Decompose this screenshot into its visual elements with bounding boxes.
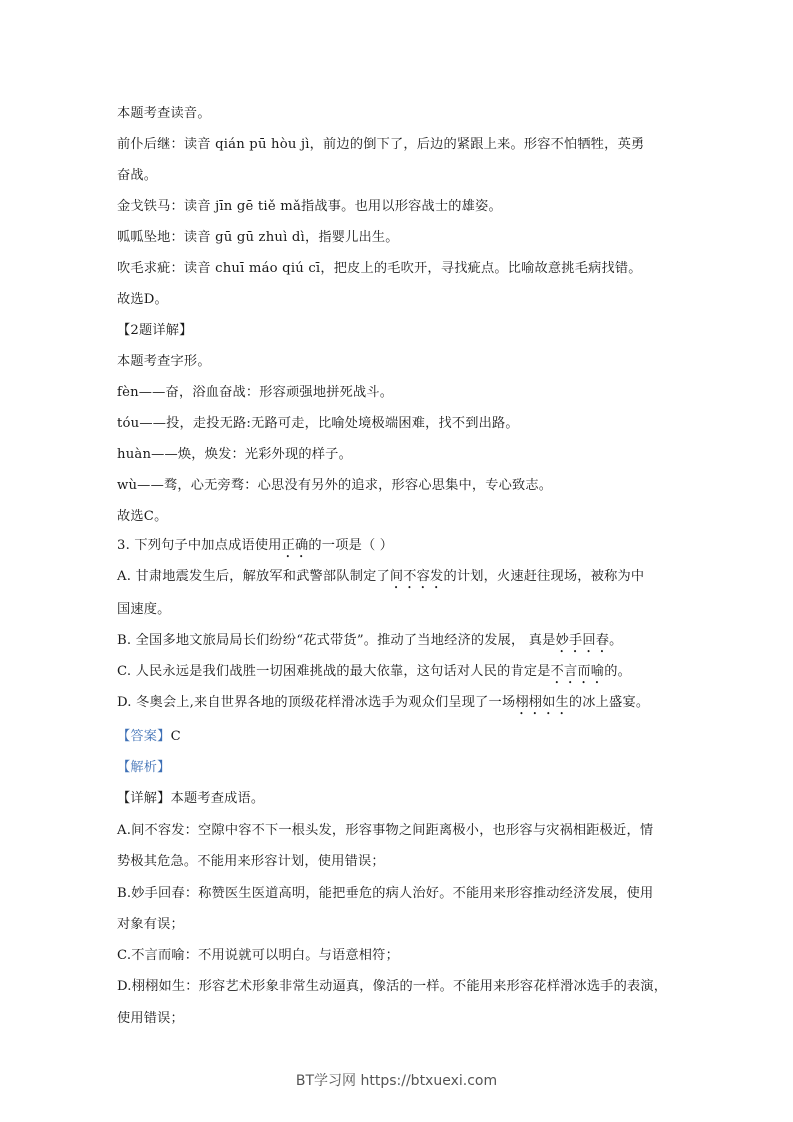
explanation-line: 使用错误； xyxy=(117,1011,184,1026)
explanation-line: 势极其危急。不能用来形容计划，使用错误； xyxy=(117,854,385,869)
explanation-line: 对象有误； xyxy=(117,917,184,932)
explanation-line: 吹毛求疵：读音 chuī máo qiú cī，把皮上的毛吹开，寻找疵点。比喻故意挑毛病找错。 xyxy=(117,261,642,276)
option-text: B. 全国多地文旅局局长们纷纷“花式带货”。推动了当地经济的发展， 真是 xyxy=(117,633,556,648)
question-stem xyxy=(117,536,393,561)
emphasized-idiom: 栩栩如生 xyxy=(515,695,569,710)
option-text: 的。 xyxy=(604,664,631,679)
option-text: C. 人民永远是我们战胜一切困难挑战的最大依靠，这句话对人民的肯定是 xyxy=(117,664,551,679)
option-a xyxy=(117,567,644,592)
section1-intro: 本题考查读音。 xyxy=(117,106,211,121)
answer-label: 【答案】 xyxy=(117,729,171,744)
option-text: 。 xyxy=(609,633,623,648)
explanation-line: fèn——奋，浴血奋战：形容顽强地拼死战斗。 xyxy=(117,385,394,400)
explanation-line: 奋战。 xyxy=(117,168,158,183)
explanation-line: D.栩栩如生：形容艺术形象非常生动逼真，像活的一样。不能用来形容花样滑冰选手的表演， xyxy=(117,979,668,994)
emphasized-idiom: 不言而喻 xyxy=(550,664,605,679)
stem-text: 3. 下列句子中加点成语使用 xyxy=(117,538,282,553)
conclusion: 故选D。 xyxy=(117,292,168,307)
option-d xyxy=(117,693,649,718)
explanation-line: B.妙手回春：称赞医生医道高明，能把垂危的病人治好。不能用来形容推动经济发展，使用 xyxy=(117,886,654,901)
option-c xyxy=(117,662,631,687)
option-text: 的冰上盛宴。 xyxy=(568,695,650,710)
answer-line xyxy=(117,727,181,747)
stem-text: 的一项是（ ） xyxy=(308,538,394,553)
explanation-line: tóu——投，走投无路:无路可走，比喻处境极端困难，找不到出路。 xyxy=(117,416,519,431)
option-text: D. 冬奥会上,来自世界各地的顶级花样滑冰选手为观众们呈现了一场 xyxy=(117,695,516,710)
section2-intro: 本题考查字形。 xyxy=(117,354,211,369)
explanation-line: 金戈铁马：读音 jīn gē tiě mǎ指战事。也用以形容战士的雄姿。 xyxy=(117,199,502,214)
explanation-line: C.不言而喻：不用说就可以明白。与语意相符； xyxy=(117,948,399,963)
emphasized-text: 正确 xyxy=(281,538,309,553)
explanation-line: 前仆后继：读音 qián pū hòu jì，前边的倒下了，后边的紧跟上来。形容不怕牺牲，英勇 xyxy=(117,137,645,152)
emphasized-idiom: 妙手回春 xyxy=(555,633,610,648)
explanation-line: 呱呱坠地：读音 gū gū zhuì dì，指婴儿出生。 xyxy=(117,230,399,245)
explanation-line: A.间不容发：空隙中容不下一根头发，形容事物之间距离极小，也形容与灾祸相距极近，情 xyxy=(117,823,654,838)
section2-heading: 【2题详解】 xyxy=(117,323,193,338)
detail-intro: 本题考查成语。 xyxy=(170,791,265,806)
option-a-continued: 国速度。 xyxy=(117,602,171,617)
detail-label: 【详解】 xyxy=(117,791,171,806)
footer-watermark: BT学习网 https://btxuexi.com xyxy=(295,1073,498,1089)
option-text: 的计划，火速赶往现场，被称为中 xyxy=(443,569,645,584)
analysis-label: 【解析】 xyxy=(117,760,171,775)
option-text: A. 甘肃地震发生后，解放军和武警部队制定了 xyxy=(117,569,390,584)
conclusion: 故选C。 xyxy=(117,509,168,524)
option-b xyxy=(117,631,623,656)
emphasized-idiom: 间不容发 xyxy=(389,569,444,584)
detail-line xyxy=(117,789,264,809)
explanation-line: huàn——焕，焕发：光彩外现的样子。 xyxy=(117,447,352,462)
answer-value: C xyxy=(170,729,181,744)
explanation-line: wù——骛，心无旁骛：心思没有另外的追求，形容心思集中，专心致志。 xyxy=(117,478,553,493)
